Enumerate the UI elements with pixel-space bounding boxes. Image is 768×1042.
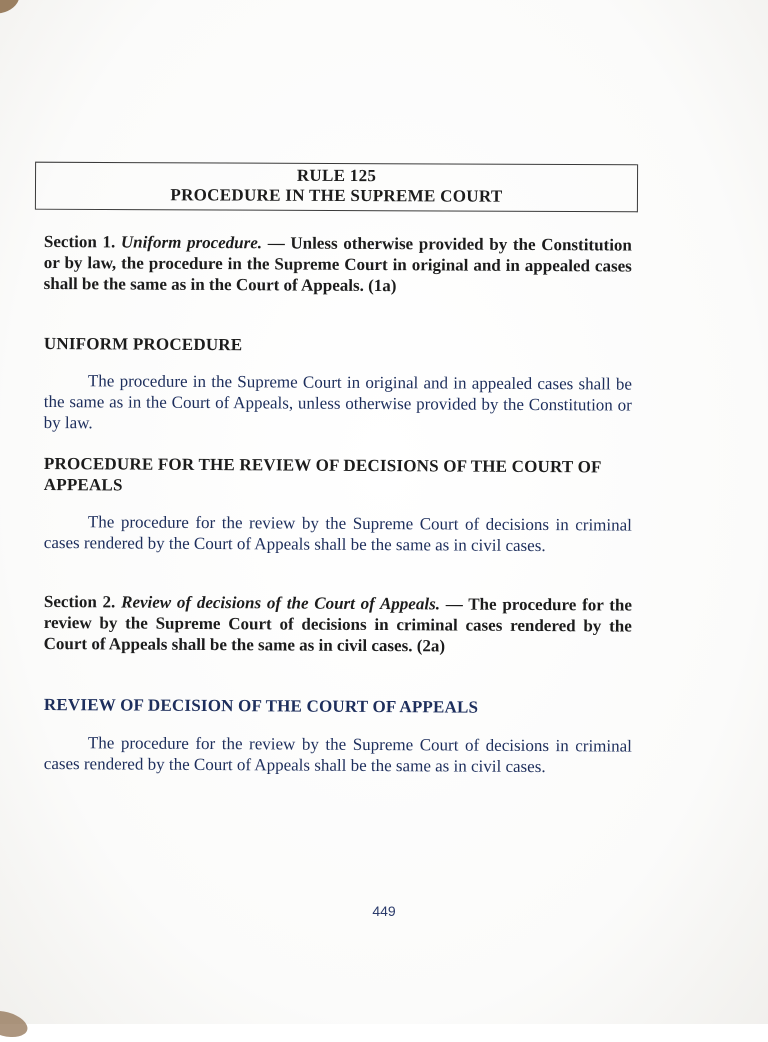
rule-title: PROCEDURE IN THE SUPREME COURT [170, 185, 503, 206]
section-2-label: Section 2. [43, 592, 116, 612]
page-number: 449 [372, 903, 396, 919]
page-corner-shadow [0, 1006, 30, 1041]
section-2-text: The procedure for the review by the Supreme Court of decisions in criminal cases rendered by the Court of Appeals shall be the same as in civil cases. (2a) [43, 594, 632, 656]
section-1-title: Uniform procedure. [120, 232, 263, 253]
section-2-dash: — [439, 594, 469, 614]
paragraph-procedure-review: The procedure for the review by the Supreme Court of decisions in criminal cases rendered by the Court of Appeals shall be the same as in civil cases. [43, 512, 632, 556]
rule-header-box [35, 162, 638, 213]
paragraph-review-decision: The procedure for the review by the Supreme Court of decisions in criminal cases rendered by the Court of Appeals shall be the same as in civil cases. [43, 733, 632, 777]
heading-procedure-review: PROCEDURE FOR THE REVIEW OF DECISIONS OF THE COURT OF APPEALS [43, 453, 602, 495]
heading-review-decision: REVIEW OF DECISION OF THE COURT OF APPEALS [43, 695, 479, 717]
section-2 [44, 591, 632, 658]
paragraph-uniform-procedure: The procedure in the Supreme Court in original and in appealed cases shall be the same as in the Court of Appeals, unless otherwise provided by the Constitution or by law. [43, 371, 632, 433]
section-1-text: Unless otherwise provided by the Constitution or by law, the procedure in the Supreme Court in original and in appealed cases shall be the same as in the Court of Appeals. (1a) [43, 233, 632, 296]
section-1-label: Section 1. [43, 231, 116, 252]
section-1 [44, 231, 632, 298]
section-1-dash: — [262, 233, 291, 253]
rule-number: RULE 125 [296, 165, 377, 186]
page-corner-shadow [0, 0, 23, 18]
section-2-title: Review of decisions of the Court of Appeals. [121, 592, 441, 614]
heading-uniform-procedure: UNIFORM PROCEDURE [43, 333, 243, 355]
